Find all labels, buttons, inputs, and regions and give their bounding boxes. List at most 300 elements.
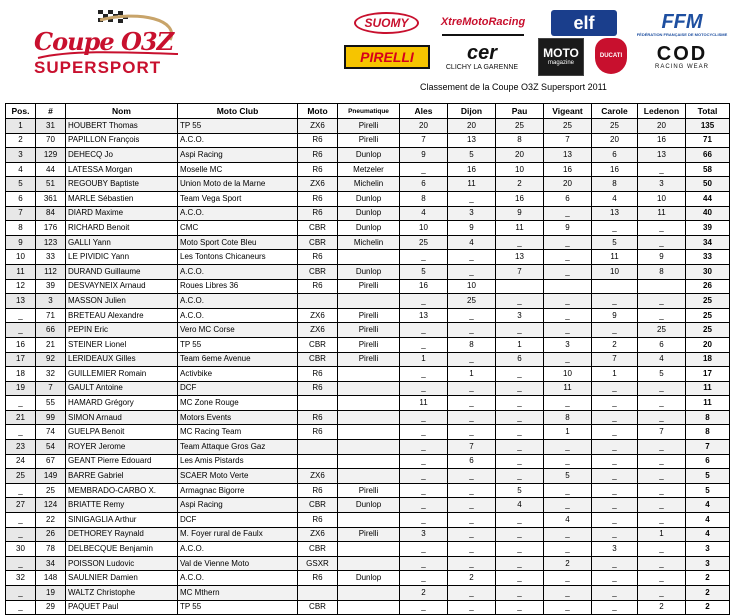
cell-ales: _ — [400, 162, 448, 177]
cell-ales: _ — [400, 381, 448, 396]
ffm-logo-caption: FÉDÉRATION FRANÇAISE DE MOTOCYCLISME — [636, 31, 728, 37]
cell-vigeant: 3 — [544, 337, 592, 352]
table-header-row — [6, 104, 730, 119]
cell-total: 8 — [686, 410, 730, 425]
cell-vigeant: 4 — [544, 513, 592, 528]
cell-pos: 30 — [6, 542, 36, 557]
cell-dijon: _ — [448, 191, 496, 206]
cell-ales: _ — [400, 556, 448, 571]
cell-pau — [496, 279, 544, 294]
cell-dijon: _ — [448, 264, 496, 279]
table-row — [6, 381, 730, 396]
cell-vigeant: _ — [544, 264, 592, 279]
cell-name: HAMARD Grégory — [66, 396, 178, 411]
cell-pau: 10 — [496, 162, 544, 177]
cell-number: 112 — [36, 264, 66, 279]
cell-vigeant: _ — [544, 454, 592, 469]
cell-number: 129 — [36, 148, 66, 163]
cell-ales: _ — [400, 483, 448, 498]
cell-carole: _ — [592, 381, 638, 396]
cell-moto: R6 — [298, 250, 338, 265]
cell-carole: 13 — [592, 206, 638, 221]
cell-moto: ZX6 — [298, 469, 338, 484]
cell-club: A.C.O. — [178, 571, 298, 586]
cell-moto — [298, 294, 338, 309]
cell-tyre: Pirelli — [338, 133, 400, 148]
cell-club: Aspi Racing — [178, 498, 298, 513]
cell-ales: 8 — [400, 191, 448, 206]
cell-name: SIMON Arnaud — [66, 410, 178, 425]
cell-number: 84 — [36, 206, 66, 221]
cell-dijon: 9 — [448, 221, 496, 236]
cell-pos: _ — [6, 586, 36, 601]
table-row — [6, 425, 730, 440]
cell-dijon: _ — [448, 498, 496, 513]
column-header-moto: Moto — [298, 104, 338, 119]
cell-vigeant: _ — [544, 206, 592, 221]
cell-dijon: 11 — [448, 177, 496, 192]
cell-name: GUELPA Benoit — [66, 425, 178, 440]
cell-dijon: _ — [448, 469, 496, 484]
cell-number: 25 — [36, 483, 66, 498]
column-header-name: Nom — [66, 104, 178, 119]
cell-vigeant — [544, 279, 592, 294]
cell-tyre: Dunlop — [338, 264, 400, 279]
cell-carole: 1 — [592, 367, 638, 382]
cell-tyre — [338, 469, 400, 484]
cell-vigeant: _ — [544, 542, 592, 557]
cell-pau: _ — [496, 381, 544, 396]
column-header-number: # — [36, 104, 66, 119]
cell-name: MEMBRADO-CARBO X. — [66, 483, 178, 498]
cell-tyre: Dunlop — [338, 571, 400, 586]
cell-moto: ZX6 — [298, 119, 338, 134]
cell-dijon: _ — [448, 381, 496, 396]
cell-carole: 6 — [592, 148, 638, 163]
cell-ledenon: 4 — [638, 352, 686, 367]
cell-dijon: _ — [448, 556, 496, 571]
cell-club: MC Mthern — [178, 586, 298, 601]
cell-moto: ZX6 — [298, 308, 338, 323]
cell-carole: 3 — [592, 542, 638, 557]
cell-pos: 10 — [6, 250, 36, 265]
cell-pau: _ — [496, 513, 544, 528]
cell-total: 26 — [686, 279, 730, 294]
cell-name: ROYER Jerome — [66, 440, 178, 455]
cell-dijon: _ — [448, 586, 496, 601]
column-header-ales: Ales — [400, 104, 448, 119]
cell-pau: _ — [496, 542, 544, 557]
table-row — [6, 440, 730, 455]
cell-number: 124 — [36, 498, 66, 513]
cell-number: 33 — [36, 250, 66, 265]
logo-subtitle: SUPERSPORT — [34, 58, 162, 77]
cell-tyre — [338, 396, 400, 411]
cell-club: Moto Sport Cote Bleu — [178, 235, 298, 250]
cell-pau: _ — [496, 469, 544, 484]
xtremoto-logo: XtreMotoRacing — [442, 10, 524, 36]
cell-number: 176 — [36, 221, 66, 236]
cell-pau: _ — [496, 294, 544, 309]
cell-tyre: Michelin — [338, 235, 400, 250]
cell-total: 25 — [686, 294, 730, 309]
cell-total: 39 — [686, 221, 730, 236]
cell-total: 5 — [686, 483, 730, 498]
cell-ledenon: _ — [638, 410, 686, 425]
table-row — [6, 264, 730, 279]
cell-moto — [298, 454, 338, 469]
cell-pos: 2 — [6, 133, 36, 148]
cell-dijon: _ — [448, 542, 496, 557]
cell-total: 3 — [686, 542, 730, 557]
cell-pau: 16 — [496, 191, 544, 206]
cell-carole: _ — [592, 498, 638, 513]
cell-total: 8 — [686, 425, 730, 440]
cell-tyre — [338, 586, 400, 601]
cell-club: Activbike — [178, 367, 298, 382]
cell-ales: 13 — [400, 308, 448, 323]
suomy-logo: SUOMY — [354, 12, 419, 34]
cell-number: 3 — [36, 294, 66, 309]
cell-ales: _ — [400, 454, 448, 469]
cell-moto: R6 — [298, 425, 338, 440]
cell-tyre — [338, 542, 400, 557]
cell-name: RICHARD Benoit — [66, 221, 178, 236]
cell-pos: 13 — [6, 294, 36, 309]
cell-dijon: _ — [448, 352, 496, 367]
cell-ledenon: _ — [638, 454, 686, 469]
cell-number: 123 — [36, 235, 66, 250]
cell-dijon: 4 — [448, 235, 496, 250]
cell-pos: 32 — [6, 571, 36, 586]
table-row — [6, 483, 730, 498]
cell-moto: R6 — [298, 206, 338, 221]
cell-club: A.C.O. — [178, 308, 298, 323]
cell-number: 51 — [36, 177, 66, 192]
cell-ledenon: _ — [638, 542, 686, 557]
cell-ledenon: _ — [638, 556, 686, 571]
cell-pos: _ — [6, 527, 36, 542]
table-row — [6, 396, 730, 411]
table-row — [6, 206, 730, 221]
cell-moto — [298, 396, 338, 411]
cell-pau: _ — [496, 454, 544, 469]
cell-pau: _ — [496, 425, 544, 440]
cell-number: 34 — [36, 556, 66, 571]
cell-moto: R6 — [298, 483, 338, 498]
cell-vigeant: 16 — [544, 162, 592, 177]
cell-pau: _ — [496, 410, 544, 425]
cell-carole: 5 — [592, 235, 638, 250]
cell-ledenon: _ — [638, 162, 686, 177]
coupe-o3z-logo — [30, 8, 185, 80]
cell-tyre: Dunlop — [338, 221, 400, 236]
cell-vigeant: _ — [544, 294, 592, 309]
cell-ledenon: _ — [638, 469, 686, 484]
cell-moto: R6 — [298, 133, 338, 148]
cell-ledenon: 8 — [638, 264, 686, 279]
cell-vigeant: 20 — [544, 177, 592, 192]
cell-pau: _ — [496, 586, 544, 601]
cell-name: BARRE Gabriel — [66, 469, 178, 484]
cell-total: 17 — [686, 367, 730, 382]
table-row — [6, 498, 730, 513]
table-row — [6, 323, 730, 338]
cell-pos: 8 — [6, 221, 36, 236]
cell-pau: 1 — [496, 337, 544, 352]
cell-tyre — [338, 425, 400, 440]
cell-dijon: 3 — [448, 206, 496, 221]
cell-ledenon: 6 — [638, 337, 686, 352]
cell-ledenon: 11 — [638, 206, 686, 221]
column-header-pau: Pau — [496, 104, 544, 119]
cell-ledenon: _ — [638, 381, 686, 396]
cell-pau: 13 — [496, 250, 544, 265]
cell-ledenon: 20 — [638, 119, 686, 134]
cell-carole: 25 — [592, 119, 638, 134]
cell-club: A.C.O. — [178, 294, 298, 309]
cod-logo-caption: RACING WEAR — [654, 64, 709, 70]
cell-club: TP 55 — [178, 600, 298, 615]
cell-pos: 25 — [6, 469, 36, 484]
cell-total: 25 — [686, 308, 730, 323]
cell-name: WALTZ Christophe — [66, 586, 178, 601]
cell-tyre: Michelin — [338, 177, 400, 192]
cell-total: 33 — [686, 250, 730, 265]
cell-vigeant: _ — [544, 586, 592, 601]
cell-dijon: _ — [448, 425, 496, 440]
cell-ales: _ — [400, 600, 448, 615]
cell-carole: _ — [592, 527, 638, 542]
cell-vigeant: 8 — [544, 410, 592, 425]
cell-vigeant: _ — [544, 323, 592, 338]
cell-pos: 6 — [6, 191, 36, 206]
cell-dijon: 6 — [448, 454, 496, 469]
cell-club: Team Vega Sport — [178, 191, 298, 206]
cell-carole: 2 — [592, 337, 638, 352]
cell-name: LE PIVIDIC Yann — [66, 250, 178, 265]
cell-ales: 9 — [400, 148, 448, 163]
ducati-logo: DUCATI — [595, 38, 627, 74]
cell-total: 66 — [686, 148, 730, 163]
cod-logo — [647, 44, 717, 72]
cell-club: A.C.O. — [178, 542, 298, 557]
cell-tyre: Metzeler — [338, 162, 400, 177]
cell-ledenon: _ — [638, 235, 686, 250]
cell-dijon: 1 — [448, 367, 496, 382]
cell-tyre: Pirelli — [338, 337, 400, 352]
cell-pos: _ — [6, 323, 36, 338]
table-row — [6, 337, 730, 352]
cell-vigeant: _ — [544, 527, 592, 542]
cell-moto: R6 — [298, 381, 338, 396]
column-header-carole: Carole — [592, 104, 638, 119]
cell-carole: 8 — [592, 177, 638, 192]
cell-moto: CBR — [298, 221, 338, 236]
cell-moto: CBR — [298, 498, 338, 513]
cell-carole: 16 — [592, 162, 638, 177]
cell-pau: _ — [496, 556, 544, 571]
table-row — [6, 469, 730, 484]
column-header-tyre: Pneumatique — [338, 104, 400, 119]
cell-pos: 12 — [6, 279, 36, 294]
cell-number: 19 — [36, 586, 66, 601]
cell-number: 31 — [36, 119, 66, 134]
cell-club: MC Racing Team — [178, 425, 298, 440]
cell-name: STEINER Lionel — [66, 337, 178, 352]
cell-number: 32 — [36, 367, 66, 382]
cell-vigeant: _ — [544, 571, 592, 586]
moto-logo-caption: magazine — [547, 60, 574, 66]
cell-carole: _ — [592, 410, 638, 425]
cell-ales: _ — [400, 571, 448, 586]
table-row — [6, 542, 730, 557]
cell-carole: 7 — [592, 352, 638, 367]
table-row — [6, 294, 730, 309]
cell-pos: 21 — [6, 410, 36, 425]
cell-dijon: 8 — [448, 337, 496, 352]
cell-ales: _ — [400, 323, 448, 338]
cell-total: 18 — [686, 352, 730, 367]
cell-ledenon: _ — [638, 513, 686, 528]
cell-ledenon: 9 — [638, 250, 686, 265]
cell-club: CMC — [178, 221, 298, 236]
table-row — [6, 586, 730, 601]
cell-pos: _ — [6, 556, 36, 571]
cell-ales: 4 — [400, 206, 448, 221]
cell-name: DELBECQUE Benjamin — [66, 542, 178, 557]
cell-pau: _ — [496, 367, 544, 382]
cell-ales: _ — [400, 425, 448, 440]
cell-tyre — [338, 410, 400, 425]
cell-ledenon — [638, 279, 686, 294]
cell-total: 44 — [686, 191, 730, 206]
cell-dijon: 5 — [448, 148, 496, 163]
table-row — [6, 235, 730, 250]
cell-club: A.C.O. — [178, 133, 298, 148]
cell-club: Moselle MC — [178, 162, 298, 177]
cell-total: 71 — [686, 133, 730, 148]
cell-ales: 6 — [400, 177, 448, 192]
cell-dijon: _ — [448, 483, 496, 498]
table-row — [6, 133, 730, 148]
column-header-pos: Pos. — [6, 104, 36, 119]
cell-pos: 11 — [6, 264, 36, 279]
cell-carole: _ — [592, 556, 638, 571]
cell-vigeant: _ — [544, 396, 592, 411]
cell-name: GEANT Pierre Edouard — [66, 454, 178, 469]
cell-carole: 4 — [592, 191, 638, 206]
cell-total: 20 — [686, 337, 730, 352]
cell-moto: CBR — [298, 600, 338, 615]
cell-club: TP 55 — [178, 337, 298, 352]
cell-tyre — [338, 454, 400, 469]
cell-carole: 10 — [592, 264, 638, 279]
cell-carole — [592, 279, 638, 294]
cell-moto: CBR — [298, 337, 338, 352]
cell-carole: _ — [592, 294, 638, 309]
cell-ledenon: 10 — [638, 191, 686, 206]
cell-ledenon: 3 — [638, 177, 686, 192]
cell-tyre: Dunlop — [338, 498, 400, 513]
cell-total: 135 — [686, 119, 730, 134]
table-row — [6, 352, 730, 367]
cell-name: LERIDEAUX Gilles — [66, 352, 178, 367]
cell-number: 55 — [36, 396, 66, 411]
cell-dijon: 16 — [448, 162, 496, 177]
cell-club: Les Tontons Chicaneurs — [178, 250, 298, 265]
table-row — [6, 177, 730, 192]
cell-ales: _ — [400, 542, 448, 557]
cell-club: Armagnac Bigorre — [178, 483, 298, 498]
cell-number: 149 — [36, 469, 66, 484]
cell-pau: 11 — [496, 221, 544, 236]
cer-logo-text: cer — [466, 41, 498, 64]
cell-number: 361 — [36, 191, 66, 206]
cell-ledenon: _ — [638, 308, 686, 323]
cell-tyre: Pirelli — [338, 527, 400, 542]
cell-pos: 1 — [6, 119, 36, 134]
cell-pau: _ — [496, 527, 544, 542]
cell-number: 7 — [36, 381, 66, 396]
cell-name: GAULT Antoine — [66, 381, 178, 396]
table-row — [6, 571, 730, 586]
table-row — [6, 367, 730, 382]
table-row — [6, 279, 730, 294]
cell-ales: _ — [400, 498, 448, 513]
cell-pos: 17 — [6, 352, 36, 367]
cell-number: 66 — [36, 323, 66, 338]
cell-club: MC Zone Rouge — [178, 396, 298, 411]
cell-ledenon: _ — [638, 221, 686, 236]
cell-ledenon: 2 — [638, 600, 686, 615]
cell-moto: CBR — [298, 264, 338, 279]
cell-total: 2 — [686, 586, 730, 601]
cell-tyre — [338, 250, 400, 265]
cell-pos: 16 — [6, 337, 36, 352]
cell-name: PAQUET Paul — [66, 600, 178, 615]
cell-moto: GSXR — [298, 556, 338, 571]
cell-name: BRIATTE Remy — [66, 498, 178, 513]
cell-total: 30 — [686, 264, 730, 279]
cell-name: PAPILLON François — [66, 133, 178, 148]
cell-tyre — [338, 600, 400, 615]
moto-logo-text: MOTO — [543, 46, 579, 60]
cell-carole: _ — [592, 323, 638, 338]
cell-number: 67 — [36, 454, 66, 469]
standings-body — [6, 119, 730, 615]
cell-pau: 9 — [496, 206, 544, 221]
cell-number: 26 — [36, 527, 66, 542]
cell-number: 29 — [36, 600, 66, 615]
cell-ledenon: _ — [638, 586, 686, 601]
table-row — [6, 221, 730, 236]
cell-name: LATESSA Morgan — [66, 162, 178, 177]
table-row — [6, 191, 730, 206]
cell-ledenon: _ — [638, 483, 686, 498]
table-row — [6, 513, 730, 528]
cell-ales: _ — [400, 294, 448, 309]
column-header-total: Total — [686, 104, 730, 119]
cell-tyre — [338, 513, 400, 528]
cell-vigeant: 5 — [544, 469, 592, 484]
cell-moto: CBR — [298, 542, 338, 557]
cell-name: HOUBERT Thomas — [66, 119, 178, 134]
cell-pau: 25 — [496, 119, 544, 134]
cell-carole: 20 — [592, 133, 638, 148]
cell-vigeant: _ — [544, 483, 592, 498]
cell-carole: 11 — [592, 250, 638, 265]
